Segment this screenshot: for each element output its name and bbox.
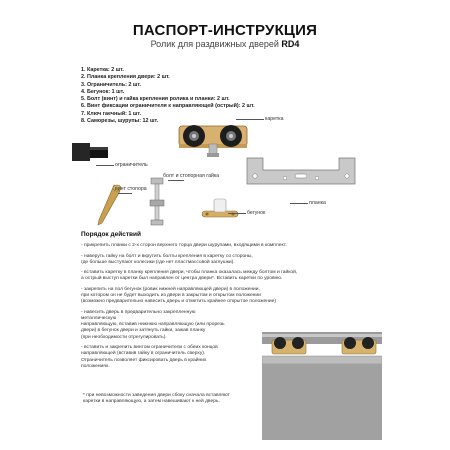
plate-image [245, 154, 357, 190]
step-line: - закрепить на пол бегунок (ровик нижней направляющей двери) в положении, [81, 286, 260, 292]
parts-list-item: 2. Планка крепления двери: 2 шт. [81, 74, 170, 81]
page-subtitle [0, 39, 450, 49]
limiter-image [70, 140, 112, 166]
instructions-title: Порядок действий [81, 231, 141, 238]
page-title: ПАСПОРТ-ИНСТРУКЦИЯ [132, 22, 318, 39]
step-line: - вставить каретку в планку крепления двери, чтобы планка оказалась между болтом и гайкой, [81, 270, 298, 276]
parts-list-item: 4. Бегунок: 1 шт. [81, 88, 125, 95]
model-code: RD4 [281, 39, 300, 49]
step-line: Ограничитель позволяет фиксировать дверь в крайних положениях. [81, 357, 207, 369]
step-line: - навесить дверь в предварительно закрепленную металлическую [81, 309, 196, 322]
runner-image [200, 195, 240, 223]
limiter-leader [96, 165, 114, 166]
parts-list-item: 1. Каретка: 2 шт. [81, 67, 124, 73]
runner-leader [228, 213, 246, 214]
plate-label: планка [309, 200, 326, 206]
instruction-step [81, 345, 231, 370]
parts-list-item: 6. Винт фиксации ограничителя к направляющей (острый): 2 шт. [81, 103, 255, 110]
assembly-diagram [262, 330, 382, 442]
step-line: (возможно предварительно навесить дверь и отметить крайнее открытое положение) [81, 299, 276, 305]
instruction-step [81, 243, 381, 249]
subtitle-text: Ролик для раздвижных дверей [150, 39, 279, 49]
step-line: направляющую, вставив нижнюю направляющую (или прорезь [81, 322, 225, 328]
step-line: - наверуть гайку на болт и вкрутить болты крепления в каретку со стороны, [81, 253, 253, 259]
carriage-leader [236, 119, 264, 120]
footnote [83, 393, 343, 405]
parts-list-item: 3. Ограничитель: 2 шт. [81, 81, 142, 88]
step-line: где больше выступают колесики (где нет пластмассовой заглушки). [81, 259, 235, 265]
plate-leader [290, 203, 308, 204]
instruction-step [81, 254, 381, 266]
limiter-label: ограничитель [115, 162, 148, 168]
step-line: направляющей (вставив гайку в ограничитель сверху). [81, 351, 206, 357]
carriage-image [176, 114, 251, 160]
carriage-label: каретка [265, 116, 284, 122]
stopper-screw-leader [118, 193, 132, 194]
instruction-step [81, 270, 381, 282]
parts-list-item: 8. Саморезы, шурупы: 12 шт. [81, 118, 159, 125]
runner-label: бегунок [247, 210, 266, 216]
instruction-step [81, 310, 231, 341]
instruction-step [81, 287, 381, 306]
step-line: - вставить и закрепить винтом ограничители с обеих концов [81, 345, 218, 351]
parts-list-item: 5. Болт (винт) и гайка крепления ролика и планки: 2 шт. [81, 96, 230, 103]
step-line: а острый выступ каретки был направлен от центра двери*. Вставить каретки по уровню. [81, 276, 283, 282]
step-line: двери) в бегунок двери и затянуть гайки, зажав планку [81, 328, 206, 334]
bolt-nut-image [145, 176, 169, 228]
stopper-screw-label: винт стопора [115, 186, 147, 192]
step-line: при котором он не будет выходить из двери в закрытом и открытом положении [81, 293, 261, 299]
step-line: (при необходимости отрегулировать). [81, 334, 167, 340]
footnote-line: * при невозможности заведения двери сбоку сначала вставляют [83, 393, 230, 398]
bolt-nut-leader [168, 180, 184, 181]
parts-list-item: 7. Ключ гаечный: 1 шт. [81, 110, 142, 117]
bolt-nut-label: болт и стопорная гайка [163, 173, 220, 179]
step-line: - прикрепить планки с 2-х сторон верхнего торца двери шурупами, входящими в комплект. [81, 243, 287, 248]
footnote-line: каретки в направляющую, а затем навешивают к ней дверь. [83, 399, 220, 405]
